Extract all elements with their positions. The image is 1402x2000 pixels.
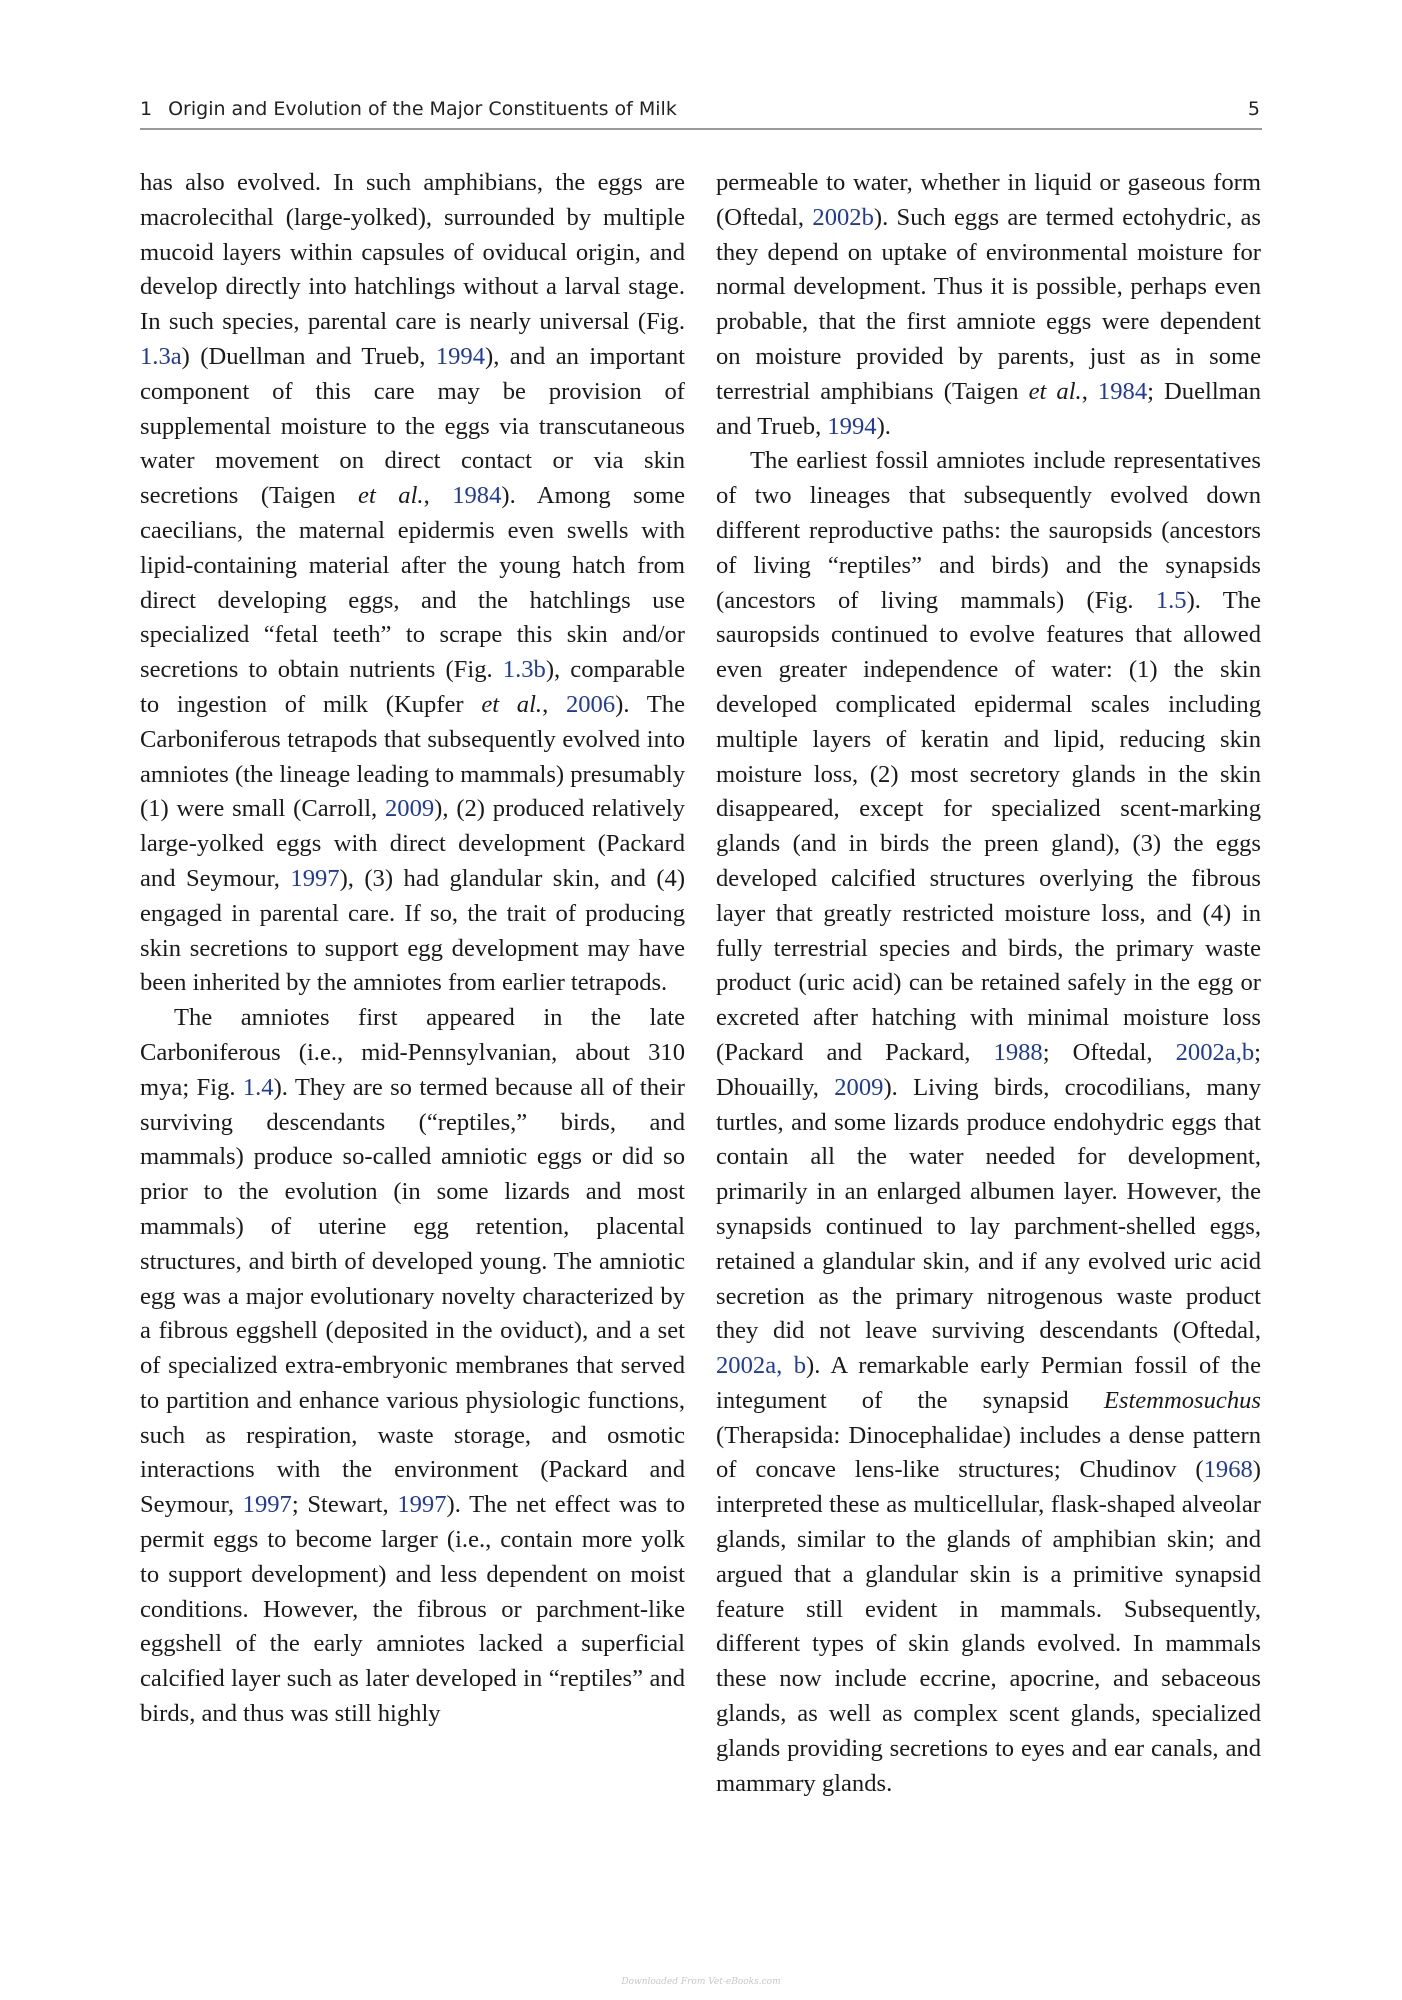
body-text: ). The Carboniferous tetrapods that subsequently evolved into amniotes (the lineage leading to mammals) presumably (1) were small (Carroll, xyxy=(140,690,686,823)
page-number: 5 xyxy=(1247,98,1260,120)
citation-link[interactable]: 2002a,b xyxy=(1175,1038,1255,1066)
chapter-title: Origin and Evolution of the Major Constituents of Milk xyxy=(168,98,677,120)
body-text: ). Such eggs are termed ectohydric, as they depend on uptake of environmental moisture for normal development. Thus it is possible, perhaps even probable, that the first amniote eggs were dependent on moisture provided by parents, just as in some terrestrial amphibians (Taigen xyxy=(716,203,1261,405)
body-text: (Therapsida: Dinocephalidae) includes a dense pattern of concave lens-like structures; Chudinov ( xyxy=(716,1421,1261,1484)
body-text: permeable to water, whether in liquid or gaseous form (Oftedal, xyxy=(716,169,1261,231)
left-column xyxy=(140,166,685,1732)
citation-link[interactable]: 1997 xyxy=(290,864,340,892)
citation-link[interactable]: 1.5 xyxy=(1155,586,1187,614)
paragraph xyxy=(716,444,1261,1801)
citation-link[interactable]: 1968 xyxy=(1203,1456,1253,1484)
citation-link[interactable]: 1.4 xyxy=(242,1073,274,1101)
body-text: , xyxy=(423,482,453,510)
citation-link[interactable]: 1.3b xyxy=(502,656,546,684)
body-text: ). Among some caecilians, the maternal epidermis even swells with lipid-containing material after the young hatch from direct developing eggs, and the hatchlings use specialized “fetal teeth” to scrape this skin and/or secretions to obtain nutrients (Fig. xyxy=(140,482,685,684)
citation-link[interactable]: 1.3a xyxy=(140,342,182,370)
body-text: ; Oftedal, xyxy=(1042,1038,1176,1066)
citation-link[interactable]: 1994 xyxy=(827,412,877,440)
citation-link[interactable]: 2006 xyxy=(565,690,616,718)
body-text: ), comparable to ingestion of milk (Kupfer xyxy=(140,656,685,718)
body-text: ), and an important component of this care may be provision of supplemental moisture to the eggs via transcutaneous water movement on direct contact or via skin secretions (Taigen xyxy=(140,342,685,510)
citation-link[interactable]: 1984 xyxy=(452,482,502,510)
chapter-heading xyxy=(140,98,677,120)
body-text: ), (3) had glandular skin, and (4) engaged in parental care. If so, the trait of producing skin secretions to support egg development may have been inherited by the amniotes from earlier tetrapods. xyxy=(140,864,686,997)
body-text: ). xyxy=(876,412,891,440)
italic-text: et al. xyxy=(1028,377,1082,405)
citation-link[interactable]: 1984 xyxy=(1097,377,1148,405)
citation-link[interactable]: 2002a, b xyxy=(716,1352,806,1380)
body-text: ) (Duellman and Trueb, xyxy=(181,342,436,370)
running-header xyxy=(140,96,1262,130)
body-text: ). Living birds, crocodilians, many turtles, and some lizards produce endohydric eggs that contain all the water needed for development, primarily in an enlarged albumen layer. However, the synapsids continued to lay parchment-shelled eggs, retained a glandular skin, and if any evolved uric acid secretion as the primary nitrogenous waste product they did not leave surviving descendants (Oftedal, xyxy=(716,1073,1261,1345)
citation-link[interactable]: 1997 xyxy=(242,1491,292,1519)
body-text: ; Duellman and Trueb, xyxy=(716,377,1261,440)
download-watermark: Downloaded From Vet-eBooks.com xyxy=(621,1977,781,1987)
citation-link[interactable]: 2009 xyxy=(384,795,435,823)
body-text: ), (2) produced relatively large-yolked eggs with direct development (Packard and Seymour, xyxy=(140,795,685,892)
paragraph xyxy=(140,166,685,1001)
body-text: , xyxy=(542,690,566,718)
body-text: The earliest fossil amniotes include representatives of two lineages that subsequently evolved down different reproductive paths: the sauropsids (ancestors of living “reptiles” and birds) and the synapsids (ancestors of living mammals) (Fig. xyxy=(716,447,1261,614)
citation-link[interactable]: 2002b xyxy=(812,203,874,231)
paragraph xyxy=(716,166,1261,444)
italic-text: et al. xyxy=(358,482,424,510)
body-text: ; Stewart, xyxy=(291,1491,398,1519)
citation-link[interactable]: 1994 xyxy=(435,342,486,370)
body-text: ) interpreted these as multicellular, flask-shaped alveolar glands, similar to the glands of amphibian skin; and argued that a glandular skin is a primitive synapsid feature still evident in mammals. Subsequently, different types of skin glands evolved. In mammals these now include eccrine, apocrine, and sebaceous glands, as well as complex scent glands, specialized glands providing secretions to eyes and ear canals, and mammary glands. xyxy=(716,1456,1261,1797)
body-text: The amniotes first appeared in the late Carboniferous (i.e., mid-Pennsylvanian, about 310 mya; Fig. xyxy=(140,1004,685,1101)
body-text: ). They are so termed because all of their surviving descendants (“reptiles,” birds, and mammals) produce so-called amniotic eggs or did so prior to the evolution (in some lizards and most mammals) of uterine egg retention, placental structures, and birth of developed young. The amniotic egg was a major evolutionary novelty characterized by a fibrous eggshell (deposited in the oviduct), and a set of specialized extra-embryonic membranes that served to partition and enhance various physiologic functions, such as respiration, waste storage, and osmotic interactions with the environment (Packard and Seymour, xyxy=(140,1073,685,1519)
body-text: ). The sauropsids continued to evolve features that allowed even greater independence of water: (1) the skin developed complicated epidermal scales including multiple layers of keratin and lipid, reducing skin moisture loss, (2) most secretory glands in the skin disappeared, except for specialized scent-marking glands (and in birds the preen gland), (3) the eggs developed calcified structures overlying the fibrous layer that greatly restricted moisture loss, and (4) in fully terrestrial species and birds, the primary waste product (uric acid) can be retained safely in the egg or excreted after hatching with minimal moisture loss (Packard and Packard, xyxy=(716,586,1262,1066)
body-text: has also evolved. In such amphibians, the eggs are macrolecithal (large-yolked), surrounded by multiple mucoid layers within capsules of oviducal origin, and develop directly into hatchlings without a larval stage. In such species, parental care is nearly universal (Fig. xyxy=(140,169,685,336)
italic-text: Estemmosuchus xyxy=(1103,1386,1261,1414)
body-text: ). A remarkable early Permian fossil of the integument of the synapsid xyxy=(716,1352,1261,1414)
paragraph xyxy=(140,1001,685,1732)
citation-link[interactable]: 2009 xyxy=(834,1073,884,1101)
body-text: ; Dhouailly, xyxy=(716,1038,1261,1101)
citation-link[interactable]: 1997 xyxy=(397,1491,447,1519)
chapter-number: 1 xyxy=(140,98,153,120)
body-text: ). The net effect was to permit eggs to become larger (i.e., contain more yolk to support development) and less dependent on moist conditions. However, the fibrous or parchment-like eggshell of the early amniotes lacked a superficial calcified layer such as later developed in “reptiles” and birds, and thus was still highly xyxy=(140,1491,686,1728)
italic-text: et al. xyxy=(481,690,543,718)
right-column xyxy=(716,166,1261,1801)
citation-link[interactable]: 1988 xyxy=(993,1038,1043,1066)
body-text: , xyxy=(1081,377,1098,405)
